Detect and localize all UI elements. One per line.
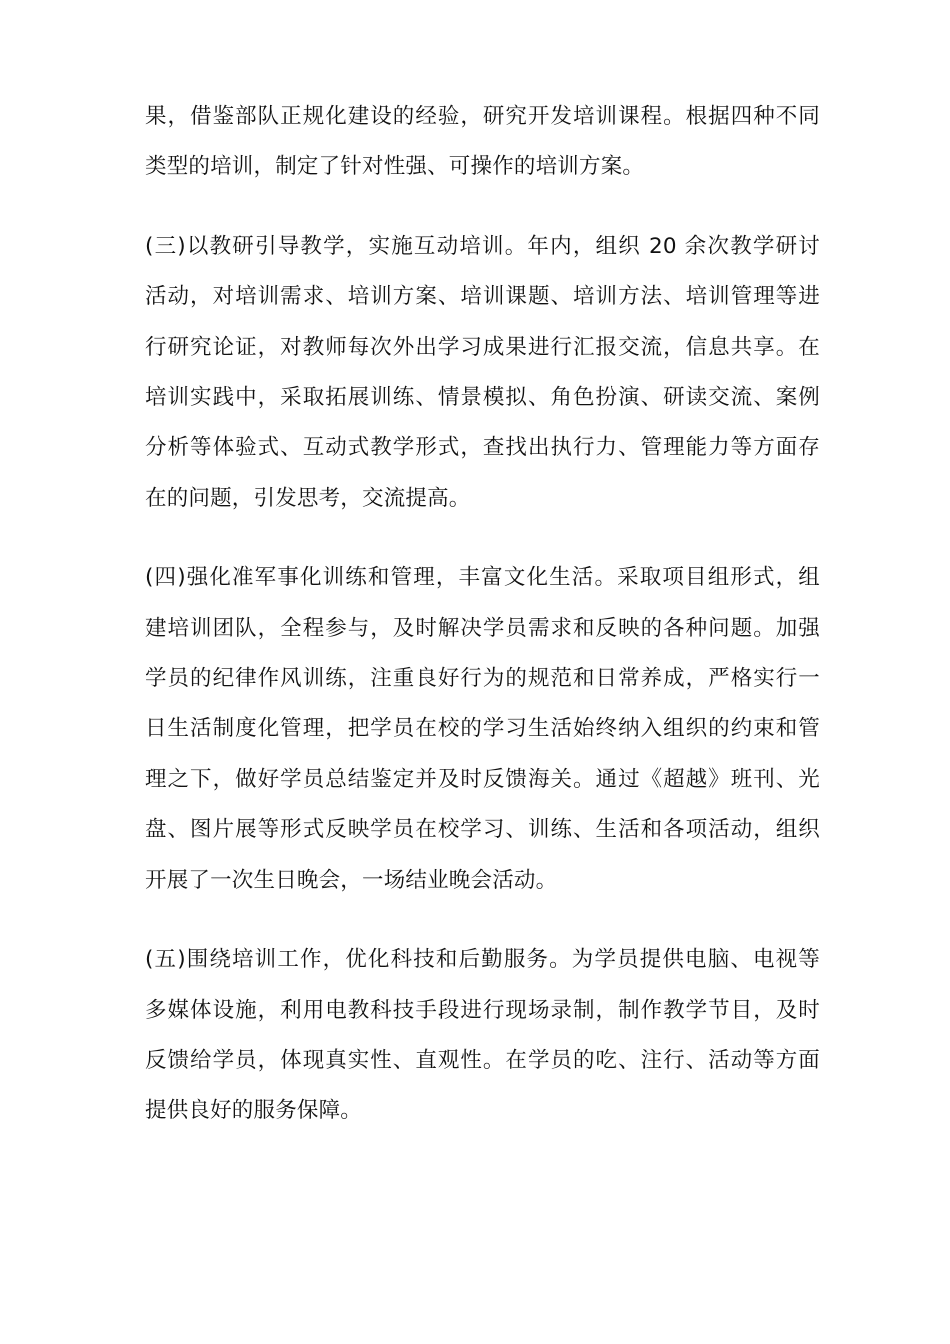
paragraph-4	[145, 935, 820, 1137]
text-line: 开展了一次生日晚会，一场结业晚会活动。	[145, 867, 558, 893]
text-line: 反馈给学员，体现真实性、直观性。在学员的吃、注行、活动等方面	[145, 1047, 820, 1073]
text-line: 日生活制度化管理，把学员在校的学习生活始终纳入组织的约束和管	[145, 716, 820, 742]
text-line: 学员的纪律作风训练，注重良好行为的规范和日常养成，严格实行一	[145, 666, 820, 692]
document-body	[145, 92, 820, 1166]
text-line: 盘、图片展等形式反映学员在校学习、训练、生活和各项活动，组织	[145, 817, 820, 843]
text-line: 类型的培训，制定了针对性强、可操作的培训方案。	[145, 154, 645, 180]
text-line: 建培训团队，全程参与，及时解决学员需求和反映的各种问题。加强	[145, 615, 820, 641]
text-line: 果，借鉴部队正规化建设的经验，研究开发培训课程。根据四种不同	[145, 104, 820, 129]
text-line: 在的问题，引发思考，交流提高。	[145, 485, 471, 511]
text-line: 理之下，做好学员总结鉴定并及时反馈海关。通过《超越》班刊、光	[145, 766, 820, 792]
text-line: 活动，对培训需求、培训方案、培训课题、培训方法、培训管理等进	[145, 284, 820, 310]
text-line: 分析等体验式、互动式教学形式，查找出执行力、管理能力等方面存	[145, 435, 820, 461]
paragraph-1	[145, 92, 820, 193]
text-line: (三)以教研引导教学，实施互动培训。年内，组织 20 余次教学研讨	[145, 233, 820, 259]
text-line: 多媒体设施，利用电教科技手段进行现场录制，制作教学节目，及时	[145, 997, 820, 1023]
text-line: 培训实践中，采取拓展训练、情景模拟、角色扮演、研读交流、案例	[145, 385, 820, 411]
text-line: 行研究论证，对教师每次外出学习成果进行汇报交流，信息共享。在	[145, 334, 820, 360]
paragraph-2	[145, 222, 820, 524]
text-line: (四)强化准军事化训练和管理，丰富文化生活。采取项目组形式，组	[145, 565, 820, 591]
text-line: (五)围绕培训工作，优化科技和后勤服务。为学员提供电脑、电视等	[145, 947, 820, 973]
text-line: 提供良好的服务保障。	[145, 1098, 363, 1124]
paragraph-3	[145, 553, 820, 906]
